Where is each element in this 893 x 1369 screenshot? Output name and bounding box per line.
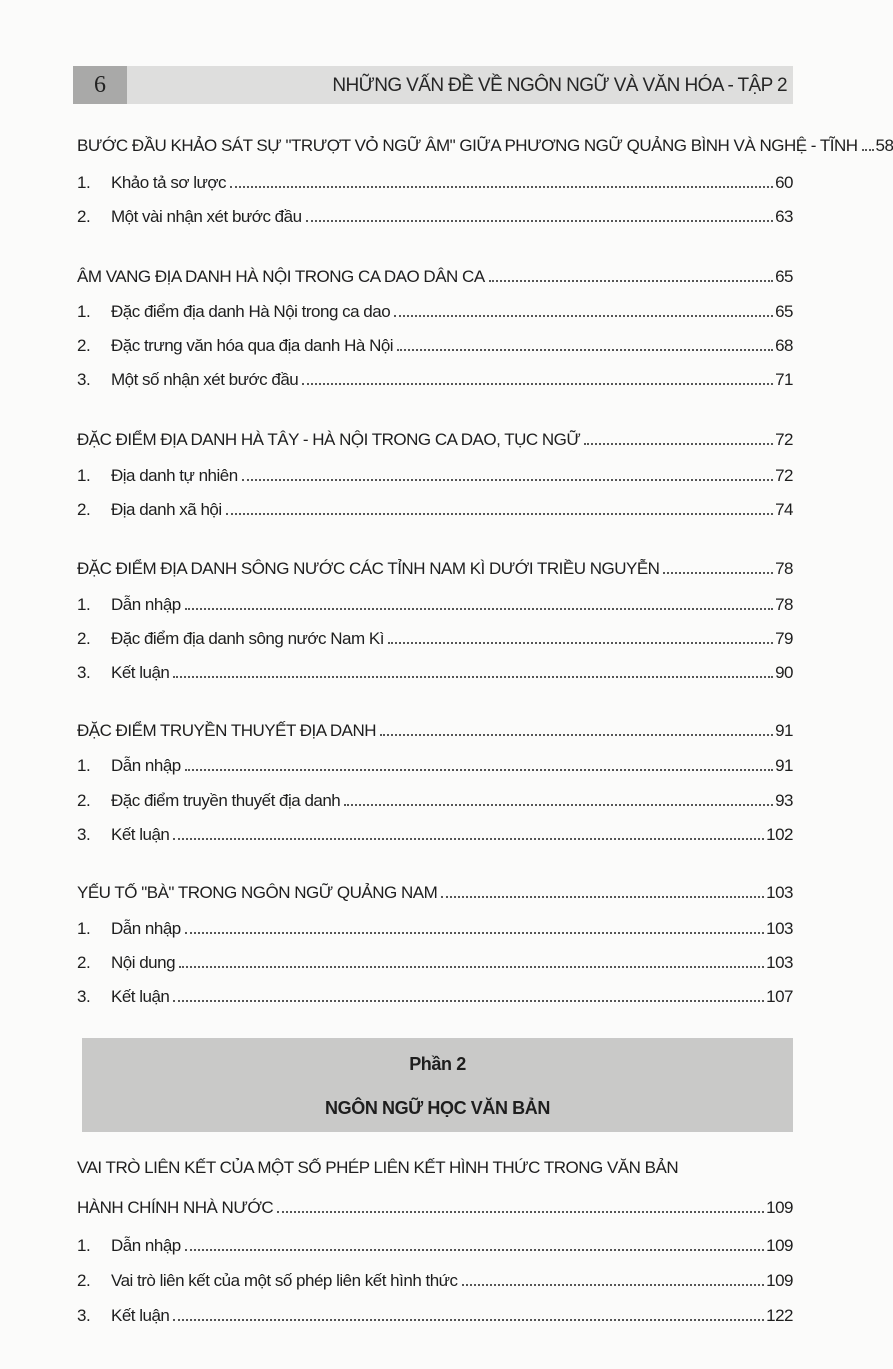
- item-number: 3.: [77, 825, 91, 844]
- toc-item[interactable]: [77, 294, 793, 322]
- leader-dots: [306, 220, 774, 222]
- leader-dots: [179, 966, 764, 968]
- item-text: Đặc điểm địa danh sông nước Nam Kì: [111, 629, 384, 648]
- item-text: Địa danh xã hội: [111, 500, 222, 519]
- toc-item[interactable]: [77, 783, 793, 811]
- toc-item[interactable]: [77, 817, 793, 845]
- part-title: NGÔN NGỮ HỌC VĂN BẢN: [325, 1098, 550, 1118]
- item-text: Một vài nhận xét bước đầu: [111, 207, 302, 226]
- toc-item[interactable]: [77, 621, 793, 649]
- item-number: 3.: [77, 663, 91, 682]
- leader-dots: [462, 1284, 765, 1286]
- item-text: Kết luận: [111, 987, 170, 1006]
- leader-dots: [394, 315, 773, 317]
- toc-item[interactable]: [77, 655, 793, 683]
- item-number: 2.: [77, 791, 91, 810]
- item-text: Địa danh tự nhiên: [111, 466, 238, 485]
- leader-dots: [173, 838, 764, 840]
- leader-dots: [185, 1249, 764, 1251]
- toc-section-title-line[interactable]: VAI TRÒ LIÊN KẾT CỦA MỘT SỐ PHÉP LIÊN KẾT HÌNH THỨC TRONG VĂN BẢN: [77, 1158, 679, 1177]
- item-number: 1.: [77, 595, 91, 614]
- leader-dots: [344, 804, 773, 806]
- leader-dots: [230, 186, 773, 188]
- leader-dots: [489, 280, 773, 282]
- toc-item[interactable]: [77, 1263, 793, 1291]
- page-header: [73, 66, 793, 104]
- toc-title-text: YẾU TỐ "BÀ" TRONG NGÔN NGỮ QUẢNG NAM: [77, 883, 438, 902]
- page-ref: 65: [775, 302, 793, 321]
- item-number: 2.: [77, 207, 91, 226]
- item-number: 2.: [77, 1271, 91, 1290]
- page-ref: 107: [766, 987, 793, 1006]
- page-ref: 93: [775, 791, 793, 810]
- toc-item[interactable]: [77, 748, 793, 776]
- leader-dots: [173, 676, 773, 678]
- toc-section-title[interactable]: [77, 128, 893, 156]
- item-number: 2.: [77, 500, 91, 519]
- leader-dots: [584, 443, 773, 445]
- page-ref: 63: [775, 207, 793, 226]
- page-ref: 91: [775, 756, 793, 775]
- running-title: NHỮNG VẤN ĐỀ VỀ NGÔN NGỮ VÀ VĂN HÓA - TẬP 2: [332, 75, 787, 96]
- toc-item[interactable]: [77, 199, 793, 227]
- toc-title-text: ĐẶC ĐIỂM TRUYỀN THUYẾT ĐỊA DANH: [77, 721, 377, 740]
- page-ref: 68: [775, 336, 793, 355]
- leader-dots: [226, 513, 773, 515]
- item-number: 2.: [77, 336, 91, 355]
- page-ref: 72: [775, 466, 793, 485]
- item-text: Kết luận: [111, 663, 170, 682]
- toc-section-title[interactable]: [77, 551, 793, 579]
- page-ref: 60: [775, 173, 793, 192]
- item-text: Nội dung: [111, 953, 176, 972]
- leader-dots: [663, 572, 773, 574]
- page-ref: 74: [775, 500, 793, 519]
- toc-item[interactable]: [77, 328, 793, 356]
- part-banner: [82, 1038, 793, 1132]
- page-ref: 78: [775, 559, 793, 578]
- item-text: Dẫn nhập: [111, 919, 181, 938]
- item-text: Kết luận: [111, 1306, 170, 1325]
- page-ref: 72: [775, 430, 793, 449]
- toc-item[interactable]: [77, 458, 793, 486]
- item-text: Đặc điểm truyền thuyết địa danh: [111, 791, 341, 810]
- leader-dots: [173, 1000, 764, 1002]
- toc-section-title[interactable]: [77, 713, 793, 741]
- item-number: 1.: [77, 1236, 91, 1255]
- leader-dots: [185, 932, 764, 934]
- toc-title-text: ĐẶC ĐIỂM ĐỊA DANH SÔNG NƯỚC CÁC TỈNH NAM KÌ DƯỚI TRIỀU NGUYỄN: [77, 559, 660, 578]
- item-text: Dẫn nhập: [111, 756, 181, 775]
- item-text: Đặc điểm địa danh Hà Nội trong ca dao: [111, 302, 391, 321]
- toc-item[interactable]: [77, 492, 793, 520]
- page-ref: 65: [775, 267, 793, 286]
- item-number: 1.: [77, 302, 91, 321]
- leader-dots: [302, 383, 773, 385]
- toc-section-title[interactable]: [77, 1190, 793, 1218]
- page-ref: 90: [775, 663, 793, 682]
- item-text: Một số nhận xét bước đầu: [111, 370, 299, 389]
- toc-title-text: ĐẶC ĐIỂM ĐỊA DANH HÀ TÂY - HÀ NỘI TRONG CA DAO, TỤC NGỮ: [77, 430, 581, 449]
- leader-dots: [242, 479, 773, 481]
- item-number: 1.: [77, 919, 91, 938]
- item-text: Khảo tả sơ lược: [111, 173, 227, 192]
- leader-dots: [862, 149, 874, 151]
- page-number: 6: [73, 66, 127, 104]
- page-ref: 78: [775, 595, 793, 614]
- part-label: Phần 2: [409, 1054, 466, 1074]
- item-number: 2.: [77, 953, 91, 972]
- leader-dots: [380, 734, 773, 736]
- leader-dots: [173, 1319, 764, 1321]
- leader-dots: [185, 608, 773, 610]
- toc-section-title[interactable]: [77, 422, 793, 450]
- item-text: Dẫn nhập: [111, 595, 181, 614]
- toc-title-text: ÂM VANG ĐỊA DANH HÀ NỘI TRONG CA DAO DÂN CA: [77, 267, 485, 286]
- page-ref: 109: [766, 1271, 793, 1290]
- leader-dots: [441, 896, 764, 898]
- toc-section-title[interactable]: [77, 259, 793, 287]
- item-number: 1.: [77, 756, 91, 775]
- item-text: Đặc trưng văn hóa qua địa danh Hà Nội: [111, 336, 394, 355]
- page-ref: 79: [775, 629, 793, 648]
- page-ref: 109: [766, 1236, 793, 1255]
- item-number: 3.: [77, 370, 91, 389]
- item-text: Kết luận: [111, 825, 170, 844]
- page-ref: 103: [766, 883, 793, 902]
- leader-dots: [185, 769, 773, 771]
- item-number: 3.: [77, 987, 91, 1006]
- toc-title-text: HÀNH CHÍNH NHÀ NƯỚC: [77, 1198, 274, 1217]
- page-ref: 58: [875, 136, 893, 155]
- toc-item[interactable]: [77, 1228, 793, 1256]
- toc-item[interactable]: [77, 1298, 793, 1326]
- toc-item[interactable]: [77, 165, 793, 193]
- page-ref: 103: [766, 953, 793, 972]
- toc-item[interactable]: [77, 945, 793, 973]
- toc-item[interactable]: [77, 911, 793, 939]
- page-ref: 102: [766, 825, 793, 844]
- item-number: 3.: [77, 1306, 91, 1325]
- page-ref: 103: [766, 919, 793, 938]
- item-text: Vai trò liên kết của một số phép liên kết hình thức: [111, 1271, 458, 1290]
- toc-item[interactable]: [77, 362, 793, 390]
- page-ref: 122: [766, 1306, 793, 1325]
- page-ref: 71: [775, 370, 793, 389]
- toc-title-text: BƯỚC ĐẦU KHẢO SÁT SỰ "TRƯỢT VỎ NGỮ ÂM" GIỮA PHƯƠNG NGỮ QUẢNG BÌNH VÀ NGHỆ - TĨNH: [77, 136, 858, 155]
- toc-section-title[interactable]: [77, 875, 793, 903]
- leader-dots: [277, 1211, 764, 1213]
- item-number: 2.: [77, 629, 91, 648]
- page-ref: 91: [775, 721, 793, 740]
- item-number: 1.: [77, 466, 91, 485]
- toc-item[interactable]: [77, 979, 793, 1007]
- item-number: 1.: [77, 173, 91, 192]
- item-text: Dẫn nhập: [111, 1236, 181, 1255]
- leader-dots: [397, 349, 773, 351]
- toc-item[interactable]: [77, 587, 793, 615]
- leader-dots: [388, 642, 773, 644]
- page-ref: 109: [766, 1198, 793, 1217]
